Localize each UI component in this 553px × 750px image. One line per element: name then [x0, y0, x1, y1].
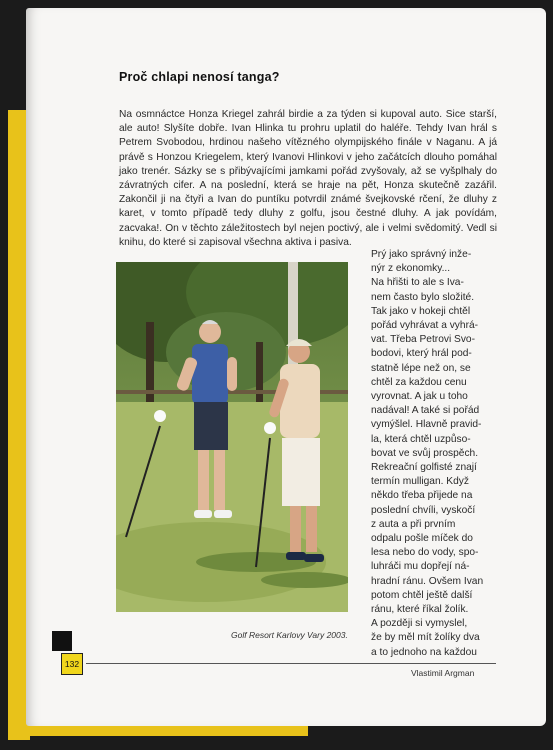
- side-line: a to jednoho na každou: [371, 646, 477, 658]
- side-line: poslední chvíli, vyskočí: [371, 504, 476, 516]
- side-line: vyrovnat. A jak u toho: [371, 391, 468, 403]
- section-heading: Proč chlapi nenosí tanga?: [119, 70, 280, 84]
- side-line: Prý jako správný inže-: [371, 249, 472, 260]
- side-line: luhráči mu dopřejí ná-: [371, 561, 470, 573]
- side-line: chtěl za každou cenu: [371, 376, 467, 388]
- side-line: bodovi, který hrál pod-: [371, 348, 472, 360]
- side-line: termín mulligan. Když: [371, 476, 469, 488]
- side-line: nem často bylo složité.: [371, 291, 475, 303]
- side-line: statně lépe než on, se: [371, 362, 471, 374]
- side-line: bovat ve svůj prospěch.: [371, 447, 479, 459]
- intro-paragraph: [119, 108, 497, 250]
- side-line: nýr z ekonomky...: [371, 263, 451, 275]
- intro-paragraph-text: Na osmnáctce Honza Kriegel zahrál birdie a za týden si kupoval auto. Sice starší, ale auto! Slyšíte dobře. Ivan Hlinka tu prohru uplatil do haléře. Tehdy Ivan hrál s Petrem Svobodou, hrdinou našeho vítězného olympijského finále v Naganu. A já právě s Honzou Kriegelem, který Ivanovi Hlinkovi v jeho začátcích dlouho pomáhal jako trenér. Sázky se s přibývajícími jamkami pořád zvyšovaly, až se vyšplhaly do závratných cifer. A na poslední, která se hraje na pět, Honza skutečně zazářil. Zakončil ji na čtyři a Ivan do puntíku potvrdil známé švejkovské rčení, že dluhy z karet, v tomto případě tedy dluhy z golfu, jsou čestné dluhy. A jak povídám, zacvaka!. On v těchto záležitostech byl nejen poctivý, ale i velmi svědomitý. Vedl si knihu, do které si zapisoval všechna aktiva i pasiva.: [119, 109, 497, 248]
- side-line: někdo třeba přijede na: [371, 490, 473, 502]
- side-line: la, která chtěl uzpůso-: [371, 433, 471, 445]
- side-line: z auta a při prvním: [371, 518, 456, 530]
- side-line: ránu, které říkal žolík.: [371, 604, 469, 616]
- side-line: A později si vymyslel,: [371, 618, 468, 630]
- side-column: [371, 248, 484, 660]
- golf-photo-illustration: [116, 262, 348, 612]
- side-line: lesa nebo do vody, spo-: [371, 547, 479, 559]
- footer-divider: [86, 663, 496, 664]
- book-page: [26, 8, 546, 726]
- side-line: nadával! A také si pořád: [371, 405, 480, 417]
- page-tab-marker: [52, 631, 72, 651]
- side-line: Tak jako v hokeji chtěl: [371, 305, 471, 317]
- side-line: potom chtěl ještě další: [371, 589, 473, 601]
- side-line: Na hřišti to ale s Iva-: [371, 277, 464, 289]
- side-line: hradní ránu. Ovšem Ivan: [371, 575, 484, 587]
- side-line: pořád vyhrávat a vyhrá-: [371, 320, 479, 332]
- side-line: Rekreační golfisté znají: [371, 462, 477, 474]
- author-name: Vlastimil Argman: [411, 668, 475, 678]
- page-number: 132: [61, 653, 83, 675]
- side-line: vymýšlel. Hlavně pravid-: [371, 419, 482, 431]
- golf-photo: [116, 262, 348, 612]
- side-line: že by měl mít žolíky dva: [371, 632, 480, 644]
- photo-caption: Golf Resort Karlovy Vary 2003.: [231, 630, 348, 640]
- side-line: vat. Třeba Petrovi Svo-: [371, 334, 475, 346]
- side-line: odpalu pošle míček do: [371, 533, 473, 545]
